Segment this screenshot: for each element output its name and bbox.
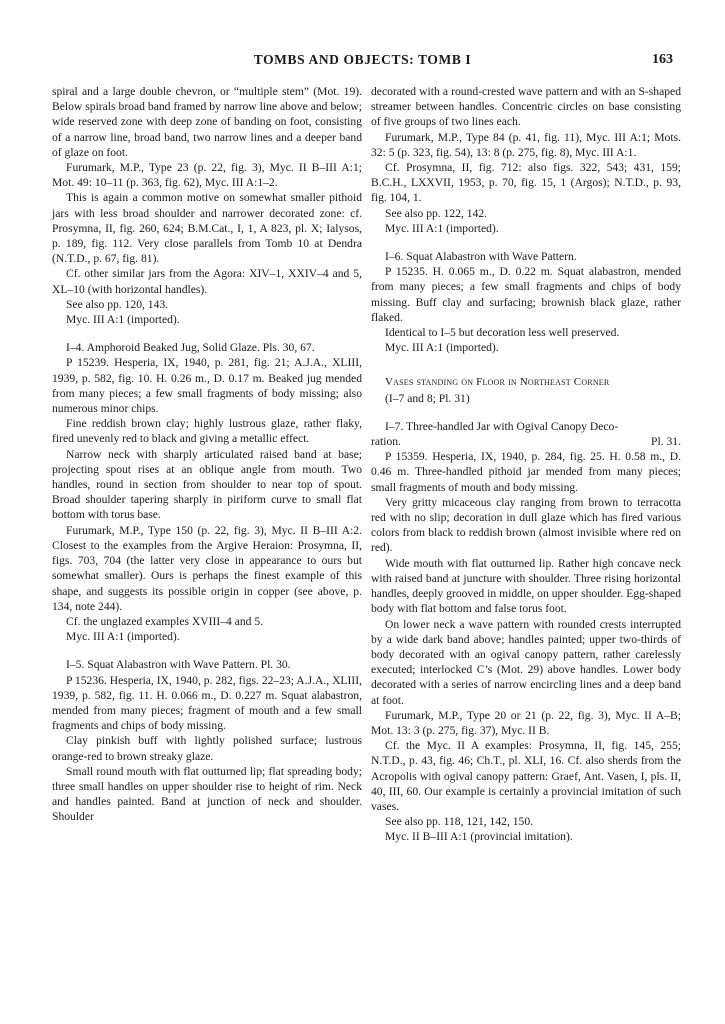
paragraph: See also pp. 120, 143. — [66, 297, 169, 311]
paragraph: P 15359. Hesperia, IX, 1940, p. 284, fig. 25. H. 0.58 m., D. 0.46 m. Three-handled pithoid jar mended from many pieces; small fragments of mouth and body missing. — [371, 450, 681, 494]
paragraph: Myc. III A:1 (imported). — [66, 630, 180, 644]
paragraph: P 15239. Hesperia, IX, 1940, p. 281, fig. 21; A.J.A., XLIII, 1939, p. 582, fig. 10. H. 0.26 m., D. 0.17 m. Beaked jug mended from many pieces; a few small fragments of body missing; also numerous minor chips. — [52, 356, 362, 416]
paragraph: This is again a common motive on somewhat smaller pithoid jars with less broad shoulder and narrower decorated zone: cf. Prosymna, II, fig. 260, 624; B.M.Cat., I, 1, A 823, pl. X; Ialysos, p. 189, fig. 112. Very close parallels from Tomb 10 at Dendra (N.T.D., p. 67, fig. 81). — [52, 191, 362, 266]
paragraph: Very gritty micaceous clay ranging from brown to terracotta red with no slip; decoration in dull glaze which has fired various colors from black to reddish brown (almost invisible where red on red). — [371, 495, 681, 555]
left-column — [52, 84, 362, 825]
entry-heading-text: ration. — [371, 435, 401, 449]
paragraph: Furumark, M.P., Type 150 (p. 22, fig. 3), Myc. II B–III A:2. Closest to the examples from the Argive Heraion: Prosymna, II, figs. 703, 704 (the latter very close in appearance to ours but somewhat smaller). Ours is perhaps the finest example of this shape, and suggests its possible origin in copper (see above, p. 134, note 244). — [52, 523, 362, 613]
paragraph: spiral and a large double chevron, or “multiple stem” (Mot. 19). Below spirals broad band framed by narrow line above and below; wide reserved zone with deep zone of banding on foot, consisting of a narrow line, broad band, two narrow lines and a deeper band of glaze on foot. — [52, 85, 362, 159]
entry-heading-i6: I–6. Squat Alabastron with Wave Pattern. — [385, 250, 577, 264]
paragraph: Clay pinkish buff with lightly polished surface; lustrous orange-red to brown streaky glaze. — [52, 734, 362, 763]
entry-heading-i5: I–5. Squat Alabastron with Wave Pattern. Pl. 30. — [66, 658, 291, 672]
paragraph: Fine reddish brown clay; highly lustrous glaze, rather flaky, fired unevenly red to black and giving a metallic effect. — [52, 417, 362, 446]
paragraph: Narrow neck with sharply articulated raised band at base; projecting spout rises at an oblique angle from mouth. Two handles, round in section from shoulder to near top of spout. Broad shoulder tapering sharply in piriform curve to small flat bottom with torus base. — [52, 447, 362, 522]
paragraph: Myc. III A:1 (imported). — [66, 313, 180, 327]
paragraph: On lower neck a wave pattern with rounded crests interrupted by a wide dark band above; handles painted; upper two-thirds of body decorated with an ogival canopy pattern, rather carelessly executed; interlocked C’s (Mot. 29) above handles. Lower body decorated with a series of narrow encircling lines and a deep band at foot. — [371, 617, 681, 707]
paragraph: Cf. the Myc. II A examples: Prosymna, II, fig. 145, 255; N.T.D., p. 43, fig. 46; Ch.T., pl. XLI, 16. Cf. also sherds from the Acropolis with ogival canopy pattern: Graef, Ant. Vasen, I, pls. II, 40, III, 60. Our example is certainly a provincial imitation of such vases. — [371, 739, 681, 813]
paragraph: Furumark, M.P., Type 20 or 21 (p. 22, fig. 3), Myc. II A–B; Mot. 13: 3 (p. 275, fig. 37), Myc. II B. — [371, 708, 681, 737]
paragraph: Cf. Prosymna, II, fig. 712: also figs. 322, 543; 431, 159; B.C.H., LXXVII, 1953, p. 70, fig. 15, 1 (Argos); N.T.D., p. 93, fig. 104, 1. — [371, 161, 681, 205]
section-subheading: (I–7 and 8; Pl. 31) — [385, 391, 470, 405]
paragraph: Cf. the unglazed examples XVIII–4 and 5. — [66, 614, 264, 628]
paragraph: Small round mouth with flat outturned lip; flat spreading body; three small handles on upper shoulder rise to height of rim. Neck and handles painted. Band at junction of neck and shoulder. Shoulder — [52, 764, 362, 824]
entry-heading-i7-cont — [371, 434, 681, 449]
paragraph: Myc. III A:1 (imported). — [385, 341, 499, 355]
paragraph: See also pp. 122, 142. — [385, 206, 488, 220]
paragraph: Wide mouth with flat outturned lip. Rather high concave neck with raised band at juncture with shoulder. Three rising horizontal handles, deeply grooved in middle, on upper shoulder. Egg-shaped body with flat bottom and false torus foot. — [371, 556, 681, 616]
entry-heading-i4: I–4. Amphoroid Beaked Jug, Solid Glaze. Pls. 30, 67. — [66, 341, 315, 355]
paragraph: P 15235. H. 0.065 m., D. 0.22 m. Squat alabastron, mended from many pieces; a few small fragments and chips of body missing. Buff clay and surfacing; brownish black glaze, rather flaked. — [371, 265, 681, 324]
paragraph: See also pp. 118, 121, 142, 150. — [385, 815, 534, 829]
plate-reference: Pl. 31. — [651, 435, 681, 449]
paragraph: Furumark, M.P., Type 84 (p. 41, fig. 11), Myc. III A:1; Mots. 32: 5 (p. 323, fig. 54), 13: 8 (p. 275, fig. 8), Myc. III A:1. — [371, 130, 681, 159]
paragraph: P 15236. Hesperia, IX, 1940, p. 282, figs. 22–23; A.J.A., XLIII, 1939, p. 582, fig. 11. H. 0.066 m., D. 0.227 m. Squat alabastron, mended from many pieces; fragment of mouth and a few small fragments and chips of body missing. — [52, 673, 362, 733]
paragraph: Furumark, M.P., Type 23 (p. 22, fig. 3), Myc. II B–III A:1; Mot. 49: 10–11 (p. 363, fig. 62), Myc. III A:1–2. — [52, 161, 362, 190]
paragraph: Cf. other similar jars from the Agora: XIV–1, XXIV–4 and 5, XL–10 (with horizontal handles). — [52, 267, 362, 296]
page-number: 163 — [652, 52, 673, 67]
paragraph: Myc. III A:1 (imported). — [385, 221, 499, 235]
entry-heading-i7: I–7. Three-handled Jar with Ogival Canopy Deco- — [385, 419, 619, 433]
running-title: TOMBS AND OBJECTS: TOMB I — [253, 52, 472, 67]
paragraph: decorated with a round-crested wave pattern and with an S-shaped streamer between handles. Concentric circles on base consisting of five groups of two lines each. — [371, 85, 681, 129]
paragraph: Myc. II B–III A:1 (provincial imitation). — [385, 830, 573, 844]
paragraph: Identical to I–5 but decoration less well preserved. — [385, 326, 620, 340]
section-heading: Vases standing on Floor in Northeast Corner — [385, 376, 610, 389]
right-column — [371, 84, 681, 845]
